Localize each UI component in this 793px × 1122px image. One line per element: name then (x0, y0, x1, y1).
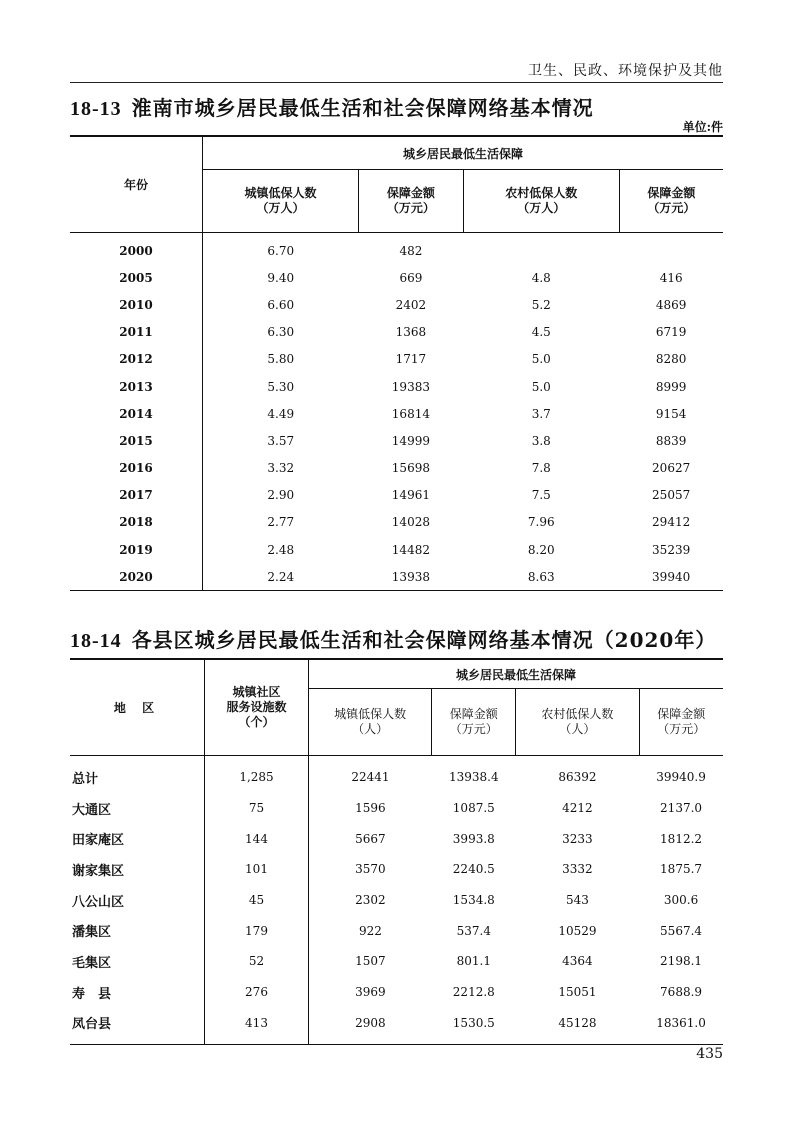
cell-c2: 2240.5 (452, 862, 495, 877)
cell-svc: 144 (205, 823, 309, 854)
service-header-line: 城镇社区 (232, 685, 281, 699)
col-name: 保障金额 (386, 186, 435, 200)
cell-c4: 300.6 (663, 893, 699, 908)
table-row (70, 536, 723, 563)
cell-svc: 45 (205, 885, 309, 916)
cell-c2: 16814 (391, 406, 430, 421)
cell-region: 潘集区 (72, 925, 112, 941)
col-name: 农村低保人数 (505, 186, 578, 200)
cell-year: 2020 (70, 563, 203, 591)
cell-c3: 45128 (516, 1008, 639, 1045)
cell-year: 2018 (119, 515, 153, 530)
table2-number: 18-14 (70, 630, 122, 652)
cell-c3: 86392 (558, 770, 597, 785)
cell-c2: 482 (399, 243, 423, 258)
table1-group-header: 城乡居民最低生活保障 (203, 136, 724, 170)
cell-svc: 52 (205, 946, 309, 977)
cell-c2: 14028 (391, 515, 430, 530)
cell-c1: 3570 (309, 854, 432, 885)
cell-region: 毛集区 (72, 955, 112, 971)
cell-c3: 8.20 (527, 542, 555, 557)
service-header-unit: （个） (238, 715, 275, 729)
table-row (70, 885, 723, 916)
cell-c2: 19383 (391, 379, 430, 394)
table-row (70, 509, 723, 536)
cell-c3: 3233 (562, 831, 593, 846)
cell-svc: 276 (205, 977, 309, 1008)
service-header-line: 服务设施数 (226, 700, 287, 714)
table-row (70, 756, 723, 793)
cell-c2: 2402 (395, 297, 427, 312)
cell-c3: 15051 (558, 985, 597, 1000)
table1-unit: 单位:件 (682, 120, 723, 134)
table-row (70, 319, 723, 346)
running-head: 卫生、民政、环境保护及其他 (528, 63, 723, 79)
table-row (70, 915, 723, 946)
col-name: 农村低保人数 (541, 707, 614, 721)
cell-c3: 4364 (562, 954, 593, 969)
cell-c1: 6.60 (203, 291, 359, 318)
cell-c1: 3.32 (203, 455, 359, 482)
cell-c3: 4.8 (531, 270, 551, 285)
cell-c3: 8.63 (463, 563, 619, 591)
cell-c1: 5.30 (203, 373, 359, 400)
cell-c1: 5.80 (203, 346, 359, 373)
cell-svc: 101 (205, 854, 309, 885)
cell-region: 凤台县 (70, 1008, 205, 1045)
table-row (70, 427, 723, 454)
cell-year: 2015 (119, 433, 153, 448)
cell-c4: 416 (659, 270, 683, 285)
cell-c4: 8280 (655, 352, 687, 367)
cell-c2: 3993.8 (452, 831, 495, 846)
table-row (70, 977, 723, 1008)
table1 (70, 135, 723, 591)
table2-group-header: 城乡居民最低生活保障 (309, 659, 724, 689)
cell-year: 2013 (119, 379, 153, 394)
cell-c4: 8999 (655, 379, 687, 394)
cell-svc: 413 (205, 1008, 309, 1045)
cell-c4: 4869 (655, 297, 687, 312)
cell-c4: 1875.7 (660, 862, 703, 877)
cell-c3: 4.5 (531, 325, 551, 340)
col-unit: （万元） (647, 201, 696, 215)
cell-year: 2014 (119, 406, 153, 421)
cell-c2: 15698 (391, 461, 430, 476)
cell-c1: 9.40 (203, 264, 359, 291)
table-row (70, 563, 723, 591)
table-row (70, 346, 723, 373)
cell-c4: 9154 (655, 406, 687, 421)
cell-c1: 922 (309, 915, 432, 946)
cell-c1: 2302 (309, 885, 432, 916)
table-row (70, 793, 723, 824)
table-row (70, 291, 723, 318)
cell-region: 田家庵区 (72, 833, 125, 849)
col-unit: （万元） (386, 201, 435, 215)
cell-c4: 29412 (652, 515, 691, 530)
col-name: 城镇低保人数 (334, 707, 407, 721)
cell-c4: 6719 (655, 325, 687, 340)
cell-year: 2005 (119, 270, 153, 285)
table2-col-header (516, 689, 639, 756)
cell-c3: 3.7 (531, 406, 551, 421)
cell-c2: 1368 (395, 325, 427, 340)
cell-c3: 5.0 (531, 352, 551, 367)
cell-c4: 18361.0 (639, 1008, 723, 1045)
region-header: 地 区 (70, 659, 205, 756)
table1-number: 18-13 (70, 98, 122, 120)
service-header (205, 659, 309, 756)
col-unit: （人） (559, 722, 596, 736)
cell-c2: 1087.5 (452, 801, 495, 816)
cell-c2: 14999 (391, 433, 430, 448)
table-row (70, 854, 723, 885)
cell-year: 2010 (119, 297, 153, 312)
table-row (70, 1008, 723, 1045)
cell-c1: 3969 (309, 977, 432, 1008)
cell-c1: 4.49 (203, 400, 359, 427)
cell-c1: 2.77 (203, 509, 359, 536)
table2-title (70, 624, 716, 653)
cell-c3: 7.5 (531, 488, 551, 503)
cell-year: 2012 (119, 352, 153, 367)
table2-col-header (432, 689, 516, 756)
table-row (70, 264, 723, 291)
table-row (70, 400, 723, 427)
cell-c1: 22441 (309, 756, 432, 793)
cell-c2: 1717 (395, 352, 427, 367)
cell-region: 八公山区 (72, 894, 125, 910)
col-name: 保障金额 (449, 707, 498, 721)
cell-c1: 1596 (309, 793, 432, 824)
cell-c3: 5.2 (531, 297, 551, 312)
cell-svc: 1,285 (205, 756, 309, 793)
cell-c1: 3.57 (203, 427, 359, 454)
col-unit: （万人） (517, 201, 566, 215)
table2-title-text: 各县区城乡居民最低生活和社会保障网络基本情况（2020年） (131, 628, 717, 652)
col-unit: （万人） (256, 201, 305, 215)
cell-region: 谢家集区 (72, 863, 125, 879)
table1-title-text: 淮南市城乡居民最低生活和社会保障网络基本情况 (131, 96, 594, 120)
cell-c4: 39940.9 (656, 770, 706, 785)
cell-c3: 5.0 (531, 379, 551, 394)
table-row (70, 946, 723, 977)
header-rule (70, 82, 723, 83)
cell-year: 2011 (119, 325, 153, 340)
cell-c1: 6.70 (203, 233, 359, 265)
cell-svc: 179 (205, 915, 309, 946)
cell-c4: 8839 (655, 433, 687, 448)
cell-c1: 2908 (309, 1008, 432, 1045)
table1-col-header (619, 170, 723, 233)
cell-c4: 39940 (619, 563, 723, 591)
table-row (70, 455, 723, 482)
cell-c2: 669 (399, 270, 423, 285)
col-unit: （万元） (449, 722, 498, 736)
year-header: 年份 (70, 136, 203, 233)
col-unit: （万元） (657, 722, 706, 736)
table1-col-header (359, 170, 464, 233)
col-name: 保障金额 (657, 707, 706, 721)
table-row (70, 233, 723, 265)
table2-col-header (639, 689, 723, 756)
col-name: 保障金额 (647, 186, 696, 200)
cell-c4 (619, 233, 723, 265)
cell-c3: 7.96 (527, 515, 555, 530)
cell-c2: 13938 (359, 563, 464, 591)
cell-region: 总计 (72, 771, 99, 787)
col-unit: （人） (352, 722, 389, 736)
cell-year: 2017 (119, 488, 153, 503)
cell-year: 2016 (119, 461, 153, 476)
cell-c3: 10529 (558, 923, 597, 938)
table2 (70, 658, 723, 1045)
cell-c2: 14961 (391, 488, 430, 503)
cell-region: 大通区 (72, 802, 112, 818)
table1-col-header (463, 170, 619, 233)
table2-body (70, 756, 723, 1045)
cell-c4: 1812.2 (660, 831, 703, 846)
cell-c1: 2.24 (203, 563, 359, 591)
page-number: 435 (696, 1046, 723, 1062)
table1-body (70, 233, 723, 591)
cell-c1: 2.48 (203, 536, 359, 563)
cell-c4: 2137.0 (660, 801, 703, 816)
cell-c3 (463, 233, 619, 265)
cell-c2: 1534.8 (452, 893, 495, 908)
cell-c2: 537.4 (456, 923, 491, 938)
cell-region: 寿 县 (72, 986, 112, 1002)
cell-c3: 543 (565, 893, 589, 908)
table-row (70, 373, 723, 400)
cell-c2: 801.1 (456, 954, 491, 969)
cell-svc: 75 (205, 793, 309, 824)
cell-year: 2019 (119, 542, 153, 557)
table1-title (70, 92, 594, 121)
col-name: 城镇低保人数 (244, 186, 317, 200)
table-row (70, 482, 723, 509)
cell-c1: 1507 (309, 946, 432, 977)
cell-c4: 7688.9 (660, 985, 703, 1000)
cell-c3: 3332 (562, 862, 593, 877)
cell-c2: 14482 (391, 542, 430, 557)
cell-c4: 35239 (652, 542, 691, 557)
cell-c1: 2.90 (203, 482, 359, 509)
cell-c3: 4212 (562, 801, 593, 816)
cell-year: 2000 (119, 243, 153, 258)
cell-c1: 5667 (309, 823, 432, 854)
cell-c2: 1530.5 (432, 1008, 516, 1045)
cell-c2: 13938.4 (448, 770, 499, 785)
cell-c4: 20627 (652, 461, 691, 476)
cell-c3: 3.8 (531, 433, 551, 448)
table-row (70, 823, 723, 854)
cell-c3: 7.8 (531, 461, 551, 476)
table1-col-header (203, 170, 359, 233)
table2-col-header (309, 689, 432, 756)
cell-c4: 25057 (652, 488, 691, 503)
cell-c4: 2198.1 (660, 954, 703, 969)
cell-c4: 5567.4 (660, 923, 703, 938)
cell-c2: 2212.8 (452, 985, 495, 1000)
cell-c1: 6.30 (203, 319, 359, 346)
